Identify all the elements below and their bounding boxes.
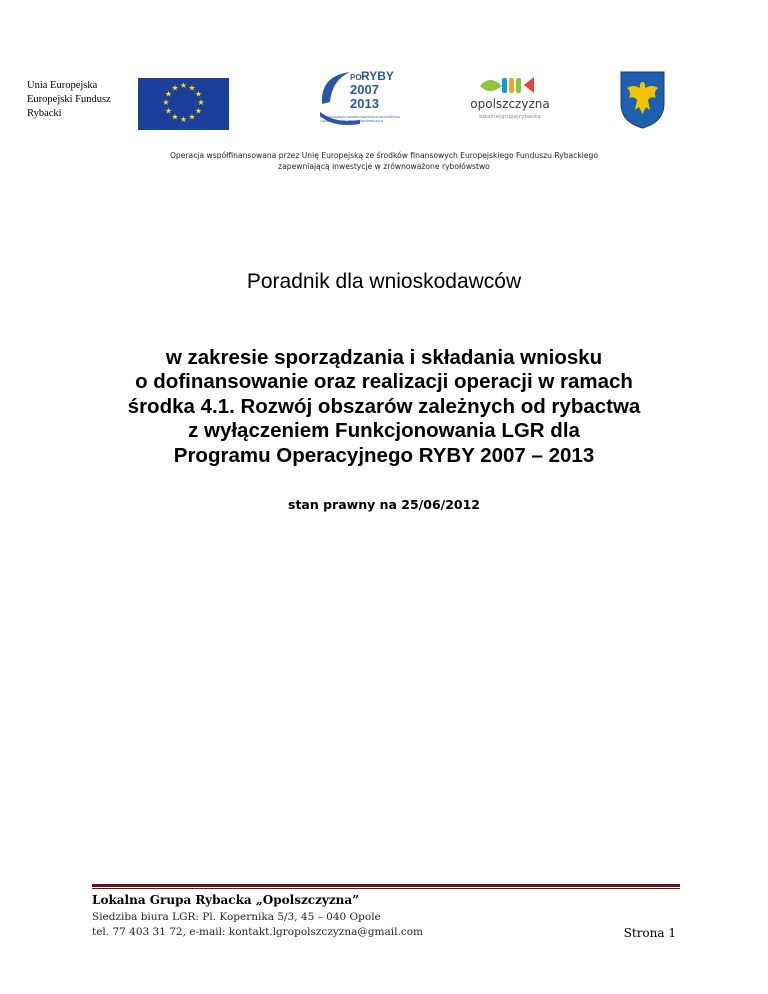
- page-number: Strona 1: [623, 926, 676, 940]
- subtitle-line-1: w zakresie sporządzania i składania wniosku: [165, 346, 603, 369]
- svg-text:★: ★: [162, 98, 170, 107]
- cofinancing-line-1: Operacja współfinansowana przez Unię Europejską ze środków finansowych Europejskiego Funduszu Rybackiego: [169, 151, 599, 160]
- cofinancing-line-2: zapewniającą inwestycje w zrównoważone rybołówstwo: [278, 162, 490, 171]
- eu-line-2: Europejski Fundusz: [27, 94, 111, 105]
- lgr-opolszczyzna-logo: [450, 68, 570, 128]
- document-subtitle: [40, 346, 728, 468]
- eu-line-1: Unia Europejska: [27, 80, 98, 91]
- legal-status: stan prawny na 25/06/2012: [288, 497, 480, 512]
- svg-text:★: ★: [194, 106, 203, 116]
- document-title: Poradnik dla wnioskodawców: [246, 270, 522, 293]
- po-tagline-1: ZRÓWNOWAŻONY ROZWÓJ SEKTORA RYBOŁÓWSTWA: [320, 115, 400, 119]
- svg-text:★: ★: [164, 89, 173, 99]
- po-year-2: 2013: [350, 96, 379, 111]
- svg-text:★: ★: [188, 83, 196, 93]
- po-prefix: PO: [350, 73, 362, 82]
- footer-contact: tel. 77 403 31 72, e-mail: kontakt.lgropolszczyzna@gmail.com: [92, 926, 423, 938]
- subtitle-line-2: o dofinansowanie oraz realizacji operacji w ramach: [135, 370, 633, 394]
- svg-text:★: ★: [194, 89, 203, 99]
- footer-organization: Lokalna Grupa Rybacka „Opolszczyzna”: [92, 893, 360, 907]
- eu-fund-label: [27, 79, 111, 121]
- svg-text:★: ★: [188, 112, 196, 122]
- opole-crest-icon: [619, 70, 666, 130]
- subtitle-line-3: środka 4.1. Rozwój obszarów zależnych od rybactwa: [127, 394, 641, 418]
- svg-text:★: ★: [164, 106, 173, 116]
- po-year-1: 2007: [350, 82, 379, 97]
- svg-text:★: ★: [197, 98, 205, 107]
- svg-text:★: ★: [179, 115, 188, 124]
- eu-line-3: Rybacki: [27, 108, 62, 119]
- po-tagline-2: I NADBRZEŻNYCH OBSZARÓW RYBACKICH: [320, 119, 383, 123]
- po-ryby-logo: [316, 66, 400, 132]
- footer-rule-thin: [92, 888, 680, 889]
- eu-flag-icon: [138, 78, 229, 130]
- lgr-name: opolszczyzna: [470, 97, 550, 111]
- cofinancing-note: [0, 150, 768, 172]
- svg-text:★: ★: [179, 81, 188, 90]
- fish-icon: [480, 77, 534, 93]
- lgr-tagline: lokalna|grupa|rybacka: [479, 114, 541, 120]
- footer-rule-thick: [92, 884, 680, 887]
- po-word: RYBY: [361, 69, 394, 83]
- svg-text:★: ★: [171, 112, 179, 122]
- subtitle-line-4: z wyłączeniem Funkcjonowania LGR dla: [188, 419, 580, 443]
- subtitle-line-5: Programu Operacyjnego RYBY 2007 – 2013: [173, 443, 595, 467]
- svg-text:★: ★: [171, 83, 179, 93]
- footer-address: Siedziba biura LGR: Pl. Kopernika 5/3, 45 – 040 Opole: [92, 911, 381, 923]
